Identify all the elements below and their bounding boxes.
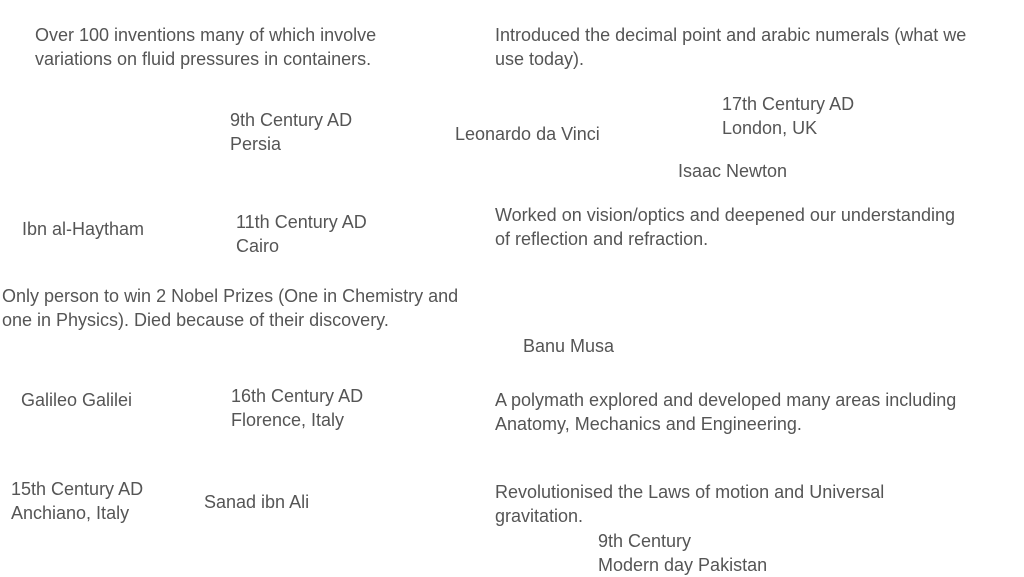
card-text-line: gravitation.	[495, 506, 584, 526]
card-text-line: 11th Century AD	[236, 212, 367, 232]
card-text-line: 9th Century AD	[230, 110, 353, 130]
card-text-line: one in Physics). Died because of their discovery.	[2, 310, 389, 330]
card-text-line: Only person to win 2 Nobel Prizes (One in Chemistry and	[2, 286, 459, 306]
card-text-line: Banu Musa	[523, 336, 615, 356]
card-nobel-description[interactable]	[2, 284, 458, 332]
card-text-line: Anchiano, Italy	[11, 503, 130, 523]
card-isaac-newton[interactable]	[678, 159, 787, 183]
card-polymath-description[interactable]	[495, 388, 956, 436]
card-text-line: London, UK	[722, 118, 818, 138]
card-text-line: Sanad ibn Ali	[204, 492, 310, 512]
card-11th-century-cairo[interactable]	[236, 210, 367, 258]
card-text-line: A polymath explored and developed many areas including	[495, 390, 957, 410]
card-optics-description[interactable]	[495, 203, 955, 251]
card-newton-laws-description[interactable]	[495, 480, 884, 528]
card-text-line: Revolutionised the Laws of motion and Universal	[495, 482, 885, 502]
card-text-line: Over 100 inventions many of which involve	[35, 25, 377, 45]
card-sanad-ibn-ali[interactable]	[204, 490, 309, 514]
card-text-line: 9th Century	[598, 531, 692, 551]
card-text-line: of reflection and refraction.	[495, 229, 709, 249]
card-text-line: 15th Century AD	[11, 479, 144, 499]
card-9th-century-persia[interactable]	[230, 108, 352, 156]
card-text-line: Modern day Pakistan	[598, 555, 768, 575]
card-text-line: Leonardo da Vinci	[455, 124, 600, 144]
card-17th-century-london[interactable]	[722, 92, 854, 140]
card-text-line: Ibn al-Haytham	[22, 219, 145, 239]
card-text-line: Isaac Newton	[678, 161, 788, 181]
card-leonardo-da-vinci[interactable]	[455, 122, 600, 146]
card-text-line: Cairo	[236, 236, 280, 256]
card-text-line: Persia	[230, 134, 282, 154]
card-decimal-description[interactable]	[495, 23, 966, 71]
card-text-line: variations on fluid pressures in containers.	[35, 49, 372, 69]
card-text-line: Anatomy, Mechanics and Engineering.	[495, 414, 802, 434]
card-banu-musa-description[interactable]	[35, 23, 376, 71]
card-16th-century-florence[interactable]	[231, 384, 363, 432]
card-text-line: Galileo Galilei	[21, 390, 133, 410]
card-text-line: 16th Century AD	[231, 386, 364, 406]
card-ibn-al-haytham[interactable]	[22, 217, 144, 241]
card-text-line: Florence, Italy	[231, 410, 345, 430]
card-15th-century-anchiano[interactable]	[11, 477, 143, 525]
card-text-line: 17th Century AD	[722, 94, 855, 114]
card-galileo-galilei[interactable]	[21, 388, 132, 412]
card-text-line: use today).	[495, 49, 585, 69]
card-9th-century-pakistan[interactable]	[598, 529, 767, 577]
card-text-line: Introduced the decimal point and arabic numerals (what we	[495, 25, 967, 45]
card-banu-musa[interactable]	[523, 334, 614, 358]
card-text-line: Worked on vision/optics and deepened our understanding	[495, 205, 955, 225]
